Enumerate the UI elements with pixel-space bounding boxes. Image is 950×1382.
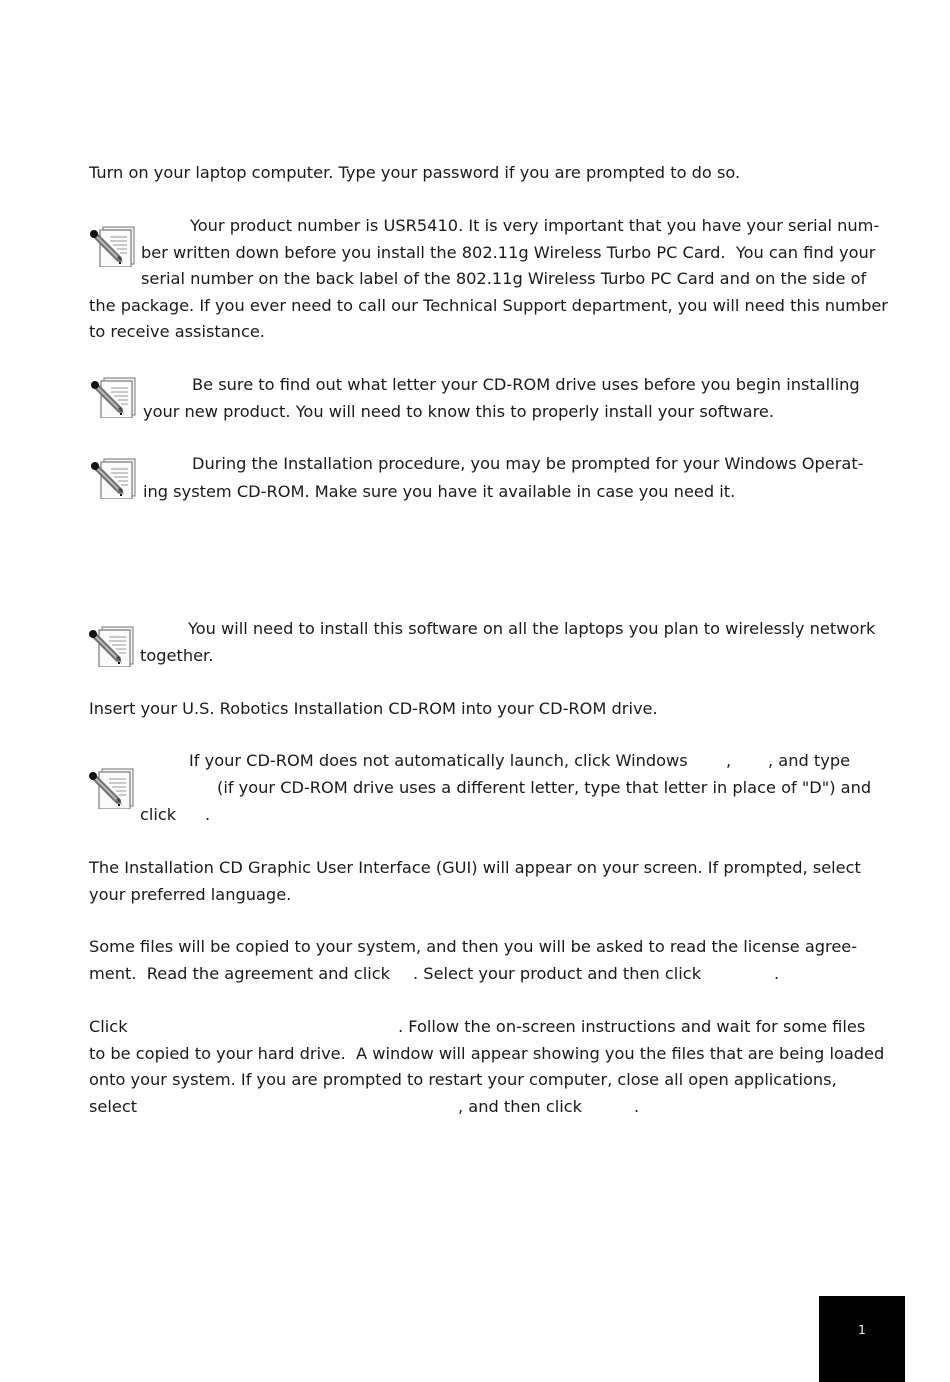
text-line: select [89,1097,138,1116]
text-line: onto your system. If you are prompted to restart your computer, close all open applications, [89,1070,837,1089]
text-line: serial number on the back label of the 802.11g Wireless Turbo PC Card and on the side of [141,269,867,288]
text-line: Be sure to find out what letter your CD-ROM drive uses before you begin installing [192,375,860,394]
text-line: click [140,805,177,824]
text-line: Some files will be copied to your system, and then you will be asked to read the license agree- [89,937,858,956]
text-line: , and type [768,751,851,770]
text-line: . [774,964,780,983]
text-line: Click [89,1017,128,1036]
pencil-note-icon [90,457,138,499]
pencil-note-icon [88,625,136,667]
text-line: Insert your U.S. Robotics Installation CD-ROM into your CD-ROM drive. [89,699,658,718]
text-line: If your CD-ROM does not automatically launch, click Windows [189,751,688,770]
page-number: 1 [819,1296,905,1382]
text-line: ment. Read the agreement and click [89,964,390,983]
text-line: Your product number is USR5410. It is very important that you have your serial num- [190,216,880,235]
text-line: You will need to install this software on all the laptops you plan to wirelessly network [188,619,876,638]
text-line: Turn on your laptop computer. Type your password if you are prompted to do so. [89,163,741,182]
text-line: together. [140,646,214,665]
text-line: ber written down before you install the 802.11g Wireless Turbo PC Card. You can find your [141,243,876,262]
pencil-note-icon [90,376,138,418]
pencil-note-icon [89,225,137,267]
text-line: your new product. You will need to know this to properly install your software. [143,402,775,421]
text-line: , [726,751,732,770]
text-line: . Follow the on-screen instructions and wait for some files [398,1017,866,1036]
text-line: . [634,1097,640,1116]
text-line: to receive assistance. [89,322,265,341]
text-line: . Select your product and then click [413,964,702,983]
text-line: (if your CD-ROM drive uses a different letter, type that letter in place of "D") and [217,778,872,797]
text-line: your preferred language. [89,885,292,904]
text-line: , and then click [458,1097,583,1116]
text-line: During the Installation procedure, you may be prompted for your Windows Operat- [192,454,864,473]
pencil-note-icon [88,767,136,809]
text-line: ing system CD-ROM. Make sure you have it available in case you need it. [143,482,736,501]
text-line: The Installation CD Graphic User Interface (GUI) will appear on your screen. If prompted, select [89,858,861,877]
text-line: to be copied to your hard drive. A window will appear showing you the files that are being loaded [89,1044,885,1063]
text-line: . [205,805,211,824]
text-line: the package. If you ever need to call our Technical Support department, you will need this number [89,296,888,315]
